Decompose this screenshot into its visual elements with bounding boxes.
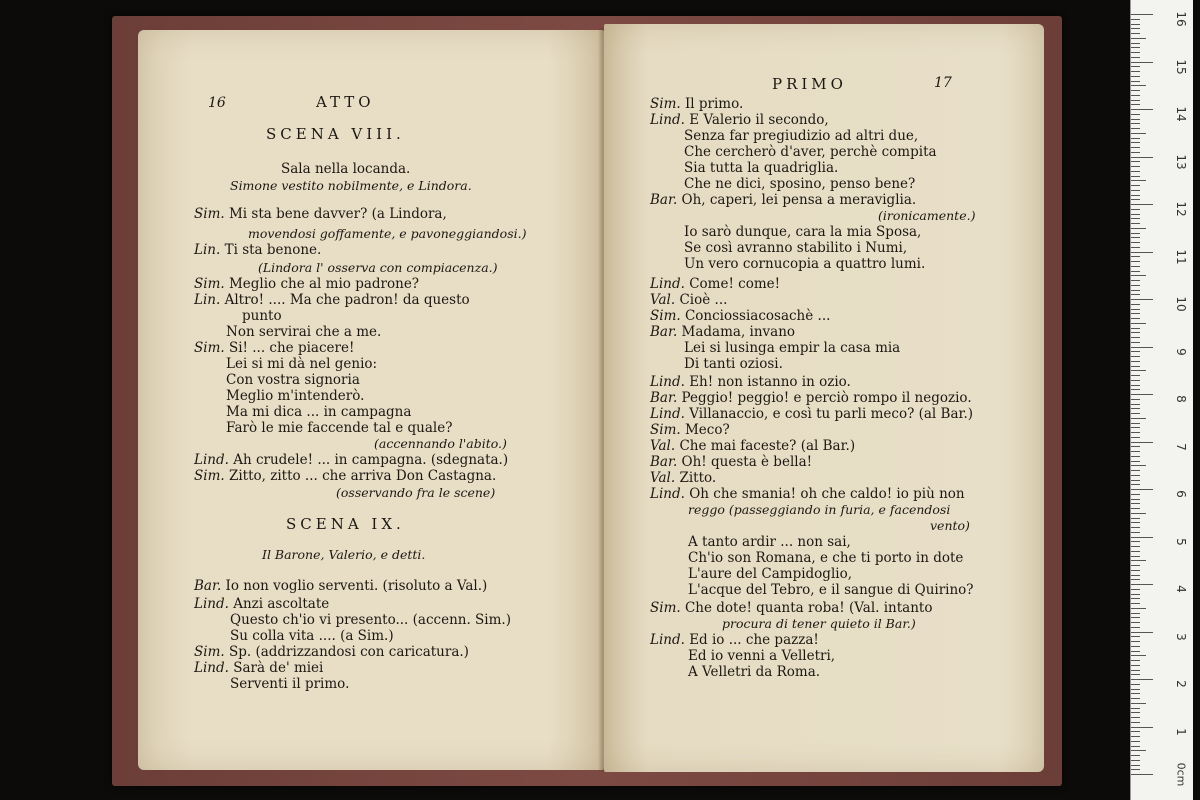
- ruler-number: 14: [1174, 106, 1188, 122]
- ruler-number: 6: [1174, 490, 1188, 498]
- ruler-tick: [1131, 304, 1140, 305]
- ruler-tick: [1131, 760, 1140, 761]
- ruler-tick: [1131, 518, 1140, 519]
- dialogue-line: [650, 324, 795, 340]
- ruler-tick: [1131, 233, 1140, 234]
- verse-line: Io sarò dunque, cara la mia Sposa,: [684, 224, 922, 240]
- ruler-tick: [1131, 622, 1140, 623]
- ruler-tick: [1131, 508, 1140, 509]
- ruler-tick: [1131, 670, 1140, 671]
- verse-line: A tanto ardir ... non sai,: [688, 534, 851, 550]
- ruler-tick: [1131, 252, 1153, 253]
- ruler-tick: [1131, 660, 1140, 661]
- speech-text: Cioè ...: [679, 292, 728, 308]
- ruler-tick: [1131, 560, 1146, 561]
- ruler-tick: [1131, 736, 1140, 737]
- speaker-label: Lind.: [650, 632, 690, 648]
- verse-line: Serventi il primo.: [230, 676, 350, 692]
- speech-text: Villanaccio, e così tu parli meco? (al Bar.): [689, 406, 974, 422]
- ruler-tick: [1131, 43, 1140, 44]
- ruler-tick: [1131, 489, 1153, 490]
- speaker-label: Sim.: [650, 600, 685, 616]
- stage-direction: procura di tener quieto il Bar.): [722, 616, 916, 631]
- ruler-tick: [1131, 309, 1140, 310]
- verse-line: Ch'io son Romana, e che ti porto in dote: [688, 550, 964, 566]
- ruler-tick: [1131, 456, 1140, 457]
- ruler-tick: [1131, 380, 1140, 381]
- ruler-tick: [1131, 166, 1140, 167]
- dialogue-line: [650, 470, 716, 486]
- ruler-tick: [1131, 579, 1140, 580]
- ruler-tick: [1131, 280, 1140, 281]
- ruler-tick: [1131, 337, 1140, 338]
- ruler-tick: [1131, 190, 1140, 191]
- speech-text: Come! come!: [689, 276, 781, 292]
- dialogue-line: Lin. Ti sta benone.: [194, 242, 322, 258]
- dialogue-line: Sim. Meglio che al mio padrone?: [194, 276, 420, 292]
- speech-text: E Valerio il secondo,: [689, 112, 829, 128]
- ruler-tick: [1131, 608, 1146, 609]
- ruler-tick: [1131, 76, 1140, 77]
- speech-text: Peggio! peggio! e perciò rompo il negozio.: [681, 390, 972, 406]
- speaker-label: Lind.: [650, 276, 690, 292]
- dialogue-line: Lind. Sarà de' miei: [194, 660, 324, 676]
- ruler-tick: [1131, 494, 1140, 495]
- ruler-number: 9: [1174, 347, 1188, 356]
- ruler-tick: [1131, 418, 1146, 419]
- verse-line: Con vostra signoria: [226, 372, 360, 388]
- ruler-tick: [1131, 266, 1140, 267]
- speaker-label: Bar.: [650, 454, 682, 470]
- ruler-tick: [1131, 556, 1140, 557]
- ruler-tick: [1131, 342, 1140, 343]
- ruler-number: 5: [1174, 537, 1188, 546]
- ruler-tick: [1131, 727, 1153, 728]
- ruler-tick: [1131, 28, 1140, 29]
- ruler-tick: [1131, 565, 1140, 566]
- ruler-tick: [1131, 128, 1140, 129]
- verse-line: Non servirai che a me.: [226, 324, 382, 340]
- verse-line: Sia tutta la quadriglia.: [684, 160, 839, 176]
- speech-text: Madama, invano: [681, 324, 796, 340]
- dialogue-line: Sim. Sp. (addrizzandosi con caricatura.): [194, 644, 469, 660]
- ruler-tick: [1131, 503, 1140, 504]
- ruler-tick: [1131, 318, 1140, 319]
- ruler-tick: [1131, 180, 1146, 181]
- ruler-tick: [1131, 708, 1140, 709]
- ruler-tick: [1131, 546, 1140, 547]
- ruler-tick: [1131, 19, 1140, 20]
- verse-line: Lei si mi dà nel genio:: [226, 356, 378, 372]
- ruler-tick: [1131, 290, 1140, 291]
- verse-line: Meglio m'intenderò.: [226, 388, 365, 404]
- speaker-label: Sim.: [650, 422, 685, 438]
- speaker-label: Lind.: [650, 374, 690, 390]
- ruler-tick: [1131, 769, 1140, 770]
- ruler-tick: [1131, 385, 1140, 386]
- speech-text: Zitto.: [679, 470, 717, 486]
- dialogue-line: Bar. Io non voglio serventi. (risoluto a Val.): [194, 578, 488, 594]
- dialogue-line: [650, 276, 780, 292]
- stage-direction: (Lindora l' osserva con compiacenza.): [258, 260, 498, 275]
- ruler-tick: [1131, 114, 1140, 115]
- verse-line: Ed io venni a Velletri,: [688, 648, 836, 664]
- ruler-tick: [1131, 104, 1140, 105]
- ruler-tick: [1131, 95, 1140, 96]
- ruler-number: 3: [1174, 632, 1188, 641]
- stage-direction: (ironicamente.): [878, 208, 976, 223]
- dialogue-line: Lin. Altro! .... Ma che padron! da questo: [194, 292, 470, 308]
- ruler-number: 10: [1174, 296, 1188, 312]
- ruler-tick: [1131, 755, 1140, 756]
- speech-text: Che mai faceste? (al Bar.): [679, 438, 856, 454]
- ruler-tick: [1131, 741, 1140, 742]
- ruler-tick: [1131, 703, 1146, 704]
- ruler-number: 11: [1174, 248, 1188, 265]
- dialogue-line: [650, 454, 812, 470]
- ruler-tick: [1131, 584, 1153, 585]
- ruler-tick: [1131, 679, 1153, 680]
- ruler-tick: [1131, 589, 1140, 590]
- verse-line: Che ne dici, sposino, penso bene?: [684, 176, 916, 192]
- dialogue-line: [650, 600, 932, 616]
- ruler-tick: [1131, 71, 1140, 72]
- measurement-ruler: [1130, 0, 1193, 800]
- ruler-tick: [1131, 299, 1153, 300]
- ruler-tick: [1131, 275, 1146, 276]
- ruler-number: 12: [1174, 201, 1188, 217]
- speaker-label: Lind.: [650, 406, 690, 422]
- ruler-number: 13: [1174, 153, 1188, 170]
- verse-line: Di tanti oziosi.: [684, 356, 783, 372]
- stage-direction: vento): [930, 518, 970, 533]
- speaker-label: Bar.: [650, 390, 682, 406]
- ruler-tick: [1131, 152, 1140, 153]
- ruler-tick: [1131, 408, 1140, 409]
- speech-text: Eh! non istanno in ozio.: [689, 374, 851, 390]
- ruler-tick: [1131, 66, 1140, 67]
- ruler-tick: [1131, 551, 1140, 552]
- ruler-tick: [1131, 323, 1146, 324]
- ruler-tick: [1131, 693, 1140, 694]
- ruler-tick: [1131, 356, 1140, 357]
- speaker-label: Bar.: [650, 192, 682, 208]
- ruler-tick: [1131, 480, 1140, 481]
- ruler-tick: [1131, 375, 1140, 376]
- speaker-label: Val.: [650, 292, 680, 308]
- ruler-tick: [1131, 176, 1140, 177]
- ruler-tick: [1131, 570, 1140, 571]
- ruler-tick: [1131, 655, 1146, 656]
- left-page: [138, 30, 604, 770]
- page-number: 17: [934, 75, 952, 91]
- ruler-tick: [1131, 765, 1140, 766]
- ruler-tick: [1131, 513, 1146, 514]
- verse-line: Su colla vita .... (a Sim.): [230, 628, 394, 644]
- ruler-tick: [1131, 541, 1140, 542]
- dialogue-line: [650, 112, 829, 128]
- ruler-tick: [1131, 261, 1140, 262]
- dialogue-line: Sim. Zitto, zitto ... che arriva Don Castagna.: [194, 468, 497, 484]
- ruler-tick: [1131, 465, 1146, 466]
- ruler-tick: [1131, 613, 1140, 614]
- stage-direction: reggo (passeggiando in furia, e facendosi: [688, 502, 951, 517]
- speaker-label: Sim.: [650, 96, 685, 112]
- ruler-tick: [1131, 774, 1153, 775]
- ruler-tick: [1131, 90, 1140, 91]
- ruler-tick: [1131, 617, 1140, 618]
- ruler-tick: [1131, 256, 1140, 257]
- running-head: PRIMO: [772, 75, 847, 93]
- stage-direction: (osservando fra le scene): [336, 485, 496, 500]
- ruler-tick: [1131, 57, 1140, 58]
- ruler-tick: [1131, 47, 1140, 48]
- ruler-tick: [1131, 294, 1140, 295]
- ruler-tick: [1131, 123, 1140, 124]
- verse-line: Ma mi dica ... in campagna: [226, 404, 412, 420]
- ruler-number: 8: [1174, 395, 1188, 403]
- ruler-tick: [1131, 627, 1140, 628]
- ruler-tick: [1131, 351, 1140, 352]
- speech-text: Che dote! quanta roba! (Val. intanto: [684, 600, 933, 616]
- dialogue-line: [650, 308, 830, 324]
- scene-characters: Simone vestito nobilmente, e Lindora.: [230, 178, 472, 193]
- ruler-tick: [1131, 366, 1140, 367]
- ruler-tick: [1131, 209, 1140, 210]
- dialogue-line: [650, 96, 743, 112]
- dialogue-line: [650, 292, 727, 308]
- ruler-tick: [1131, 442, 1153, 443]
- ruler-tick: [1131, 689, 1140, 690]
- dialogue-line: Sim. Si! ... che piacere!: [194, 340, 355, 356]
- verse-line: Se così avranno stabilito i Numi,: [684, 240, 908, 256]
- ruler-tick: [1131, 33, 1140, 34]
- ruler-tick: [1131, 195, 1140, 196]
- speaker-label: Lind.: [650, 486, 690, 502]
- ruler-tick: [1131, 575, 1140, 576]
- speech-text: Oh che smania! oh che caldo! io più non: [689, 486, 965, 502]
- ruler-tick: [1131, 138, 1140, 139]
- dialogue-line: [650, 406, 973, 422]
- ruler-tick: [1131, 651, 1140, 652]
- ruler-tick: [1131, 594, 1140, 595]
- scene-setting: Sala nella locanda.: [281, 161, 411, 177]
- verse-line: Senza far pregiudizio ad altri due,: [684, 128, 919, 144]
- ruler-tick: [1131, 81, 1140, 82]
- ruler-tick: [1131, 632, 1153, 633]
- ruler-tick: [1131, 717, 1140, 718]
- speaker-label: Val.: [650, 470, 680, 486]
- dialogue-line: [650, 486, 965, 502]
- verse-line: A Velletri da Roma.: [688, 664, 821, 680]
- ruler-tick: [1131, 332, 1140, 333]
- stage-direction: (accennando l'abito.): [374, 436, 507, 451]
- ruler-tick: [1131, 285, 1140, 286]
- verse-line: Farò le mie faccende tal e quale?: [226, 420, 453, 436]
- ruler-number: 4: [1174, 585, 1188, 593]
- ruler-tick: [1131, 451, 1140, 452]
- ruler-tick: [1131, 133, 1146, 134]
- verse-line: punto: [242, 308, 282, 324]
- ruler-tick: [1131, 527, 1140, 528]
- dialogue-line: [650, 192, 916, 208]
- ruler-tick: [1131, 328, 1140, 329]
- ruler-tick: [1131, 161, 1140, 162]
- ruler-tick: [1131, 470, 1140, 471]
- ruler-number: 16: [1174, 11, 1188, 27]
- speech-text: Ed io ... che pazza!: [689, 632, 819, 648]
- dialogue-line: [650, 632, 819, 648]
- ruler-tick: [1131, 119, 1140, 120]
- ruler-tick: [1131, 698, 1140, 699]
- dialogue-line: Lind. Anzi ascoltate: [194, 596, 330, 612]
- ruler-tick: [1131, 499, 1140, 500]
- ruler-tick: [1131, 399, 1140, 400]
- verse-line: Un vero cornucopia a quattro lumi.: [684, 256, 926, 272]
- ruler-tick: [1131, 147, 1140, 148]
- ruler-tick: [1131, 52, 1140, 53]
- ruler-tick: [1131, 684, 1140, 685]
- ruler-tick: [1131, 522, 1140, 523]
- ruler-tick: [1131, 247, 1140, 248]
- ruler-tick: [1131, 646, 1140, 647]
- dialogue-line: Sim. Mi sta bene davver? (a Lindora,: [194, 206, 447, 222]
- scene-title: SCENA IX.: [286, 515, 405, 533]
- ruler-tick: [1131, 100, 1140, 101]
- ruler-number: 7: [1174, 442, 1188, 451]
- ruler-tick: [1131, 24, 1140, 25]
- ruler-tick: [1131, 38, 1146, 39]
- verse-line: L'aure del Campidoglio,: [688, 566, 852, 582]
- speaker-label: Lind.: [650, 112, 690, 128]
- ruler-number: 2: [1174, 680, 1188, 688]
- ruler-tick: [1131, 674, 1140, 675]
- scene-characters: Il Barone, Valerio, e detti.: [262, 547, 426, 562]
- speech-text: Oh! questa è bella!: [681, 454, 813, 470]
- ruler-tick: [1131, 109, 1153, 110]
- ruler-tick: [1131, 532, 1140, 533]
- ruler-unit-label: 0cm: [1174, 762, 1188, 787]
- ruler-tick: [1131, 62, 1153, 63]
- speech-text: Conciossiacosachè ...: [684, 308, 831, 324]
- ruler-tick: [1131, 142, 1140, 143]
- stage-direction: movendosi goffamente, e pavoneggiandosi.): [248, 226, 527, 241]
- ruler-number: 1: [1174, 727, 1188, 736]
- page-number: 16: [208, 95, 226, 111]
- ruler-tick: [1131, 427, 1140, 428]
- ruler-tick: [1131, 712, 1140, 713]
- dialogue-line: Lind. Ah crudele! ... in campagna. (sdegnata.): [194, 452, 509, 468]
- speech-text: Oh, caperi, lei pensa a meraviglia.: [681, 192, 917, 208]
- speaker-label: Sim.: [650, 308, 685, 324]
- ruler-tick: [1131, 432, 1140, 433]
- verse-line: Che cercherò d'aver, perchè compita: [684, 144, 937, 160]
- ruler-tick: [1131, 157, 1153, 158]
- running-head: ATTO: [316, 93, 375, 111]
- ruler-tick: [1131, 665, 1140, 666]
- verse-line: L'acque del Tebro, e il sangue di Quirino?: [688, 582, 974, 598]
- ruler-number: 15: [1174, 58, 1188, 75]
- ruler-tick: [1131, 746, 1140, 747]
- ruler-tick: [1131, 85, 1146, 86]
- ruler-tick: [1131, 413, 1140, 414]
- dialogue-line: [650, 374, 851, 390]
- ruler-tick: [1131, 404, 1140, 405]
- ruler-tick: [1131, 603, 1140, 604]
- ruler-tick: [1131, 641, 1140, 642]
- ruler-tick: [1131, 437, 1140, 438]
- dialogue-line: [650, 390, 972, 406]
- speaker-label: Val.: [650, 438, 680, 454]
- dialogue-line: [650, 422, 730, 438]
- ruler-tick: [1131, 423, 1140, 424]
- ruler-tick: [1131, 228, 1146, 229]
- right-page: [604, 24, 1044, 772]
- scene-title: SCENA VIII.: [266, 125, 405, 143]
- ruler-tick: [1131, 394, 1153, 395]
- ruler-tick: [1131, 370, 1146, 371]
- speech-text: Il primo.: [684, 96, 744, 112]
- ruler-tick: [1131, 537, 1153, 538]
- ruler-tick: [1131, 461, 1140, 462]
- ruler-tick: [1131, 199, 1140, 200]
- ruler-tick: [1131, 750, 1146, 751]
- ruler-tick: [1131, 237, 1140, 238]
- ruler-tick: [1131, 722, 1140, 723]
- ruler-tick: [1131, 598, 1140, 599]
- speaker-label: Bar.: [650, 324, 682, 340]
- ruler-tick: [1131, 389, 1140, 390]
- ruler-tick: [1131, 731, 1140, 732]
- ruler-tick: [1131, 171, 1140, 172]
- ruler-tick: [1131, 223, 1140, 224]
- verse-line: Lei si lusinga empir la casa mia: [684, 340, 901, 356]
- ruler-tick: [1131, 204, 1153, 205]
- ruler-tick: [1131, 14, 1153, 15]
- ruler-tick: [1131, 218, 1140, 219]
- ruler-tick: [1131, 242, 1140, 243]
- ruler-tick: [1131, 361, 1140, 362]
- ruler-tick: [1131, 185, 1140, 186]
- ruler-tick: [1131, 313, 1140, 314]
- ruler-tick: [1131, 636, 1140, 637]
- ruler-tick: [1131, 347, 1153, 348]
- ruler-tick: [1131, 484, 1140, 485]
- dialogue-line: [650, 438, 855, 454]
- ruler-tick: [1131, 446, 1140, 447]
- ruler-tick: [1131, 271, 1140, 272]
- ruler-tick: [1131, 475, 1140, 476]
- speech-text: Meco?: [684, 422, 730, 438]
- verse-line: Questo ch'io vi presento... (accenn. Sim.): [230, 612, 511, 628]
- ruler-tick: [1131, 214, 1140, 215]
